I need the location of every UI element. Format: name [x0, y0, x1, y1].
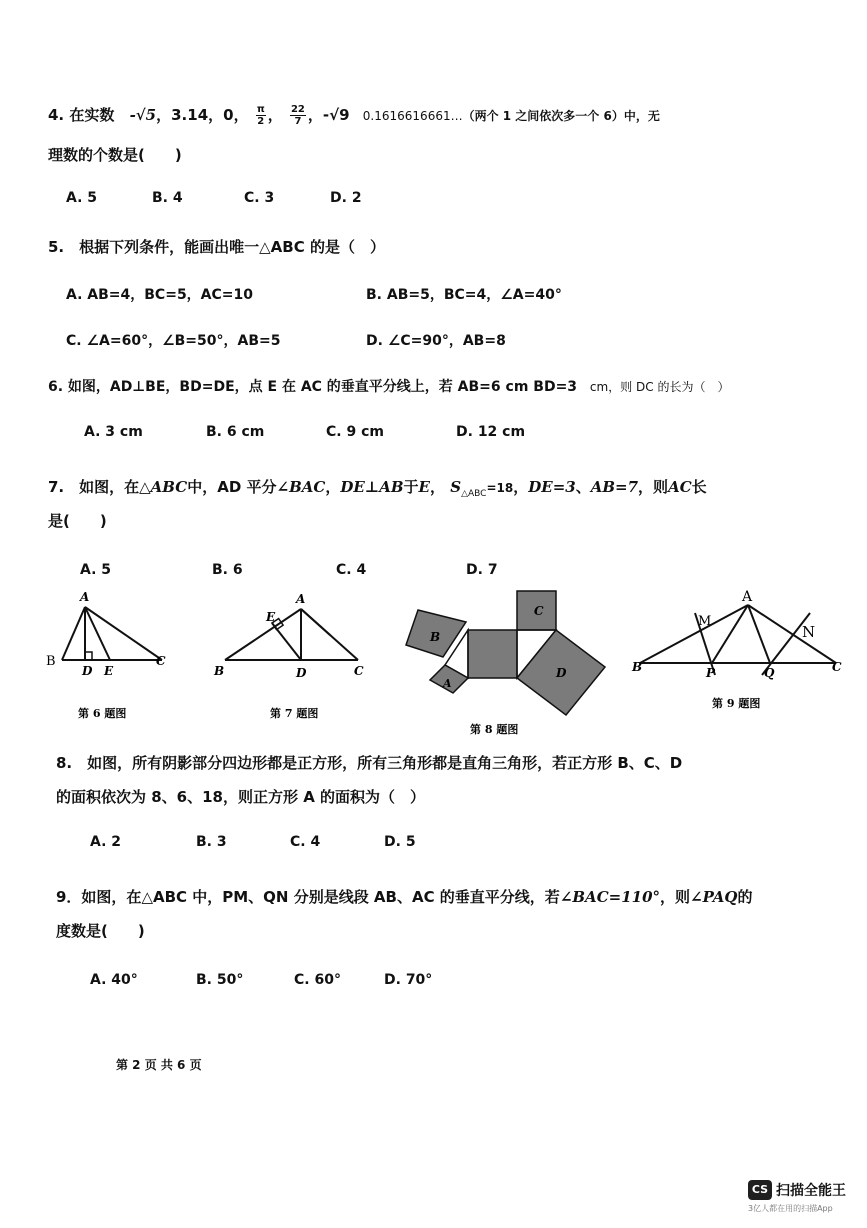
q7-text-6: ， [513, 478, 529, 496]
q7-text-7: 、 [575, 478, 591, 496]
q4-sqrt-neg: -√5 [129, 106, 157, 124]
q5-option-c: C. ∠A=60°，∠B=50°，AB=5 [66, 333, 281, 349]
fig6-label-c: C [156, 654, 166, 668]
q7-line2: 是( ) [48, 512, 107, 530]
fig7-label-c: C [354, 664, 364, 678]
fig9-label-m: M [698, 614, 712, 629]
fig9-label-a: A [742, 589, 753, 605]
q4-option-c: C. 3 [244, 190, 275, 206]
q8-option-a: A. 2 [90, 834, 122, 850]
q7-text-9: 长 [691, 478, 707, 496]
q7-de3: DE=3 [528, 478, 576, 496]
fig6-label-e: E [104, 664, 114, 678]
q9-text-1: 9．如图，在△ABC 中，PM、QN 分别是线段 AB、AC 的垂直平分线，若 [56, 888, 560, 906]
q4-prefix: 4. 在实数 [48, 106, 115, 124]
q6-option-a: A. 3 cm [84, 424, 143, 440]
q6-stem-a: 6. 如图，AD⊥BE，BD=DE，点 E 在 AC 的垂直平分线上，若 AB=6 cm BD=3 [48, 379, 578, 395]
q6-option-c: C. 9 cm [326, 424, 384, 440]
q7-line1 [48, 476, 707, 499]
q7-bac: ∠BAC [276, 478, 326, 496]
fig9-label-p: P [706, 666, 716, 680]
watermark-name: 扫描全能王 [776, 1183, 846, 1199]
q7-s-val: =18 [486, 481, 514, 495]
watermark-tagline: 3亿人都在用的扫描App [748, 1204, 833, 1213]
q7-text-5: ， [429, 478, 445, 496]
q9-option-c: C. 60° [294, 972, 341, 988]
figures-row [0, 585, 867, 745]
q5-option-a: A. AB=4，BC=5，AC=10 [66, 287, 254, 303]
q7-ab7: AB=7 [590, 478, 639, 496]
q7-text-4: 于 [403, 478, 419, 496]
q7-option-b: B. 6 [212, 562, 243, 578]
fig8-label-d: D [556, 666, 567, 680]
q9-option-d: D. 70° [384, 972, 433, 988]
fig8-label-b: B [430, 630, 441, 644]
q9-text-2: ，则 [660, 888, 691, 906]
q6-stem [48, 376, 729, 396]
q4-line1: 4. 在实数 -√5，3.14，0， $\frac{\pi}{2}$ ， $\frac{22}{7}$ ，-√9 0.1616616661…（两个 1 之间依次多一个 6）中，无 [48, 104, 660, 127]
q4-mid: ，3.14，0， [156, 106, 249, 124]
q7-option-a: A. 5 [80, 562, 112, 578]
q9-line2: 度数是( ) [56, 922, 145, 940]
q9-paq: ∠PAQ [690, 888, 738, 906]
q7-s-label: S [450, 478, 462, 496]
q6-option-b: B. 6 cm [206, 424, 265, 440]
q9-option-b: B. 50° [196, 972, 244, 988]
q9-bac: ∠BAC=110° [559, 888, 661, 906]
fig6-caption: 第 6 题图 [78, 707, 127, 720]
fig7-label-d: D [296, 666, 307, 680]
fig9-label-b: B [632, 660, 643, 674]
q4-pi-num: π [256, 104, 265, 115]
q6-stem-b: cm，则 DC 的长为（ ） [589, 380, 730, 394]
page-number: 第 2 页 共 6 页 [116, 1058, 202, 1072]
q4-decimal: 0.1616616661… [362, 109, 463, 123]
fig9-caption: 第 9 题图 [712, 697, 761, 710]
fig9-label-c: C [832, 660, 842, 674]
q9-line1 [56, 886, 753, 907]
q4-tail: （两个 1 之间依次多一个 6）中，无 [462, 109, 660, 123]
figure-8 [406, 591, 605, 715]
fig9-label-n: N [802, 623, 816, 641]
q5-stem: 5. 根据下列条件，能画出唯一△ABC 的是（ ） [48, 238, 385, 256]
q4-option-d: D. 2 [330, 190, 362, 206]
scanner-watermark [748, 1180, 846, 1214]
fig7-label-a: A [296, 592, 306, 606]
q8-option-b: B. 3 [196, 834, 227, 850]
q9-option-a: A. 40° [90, 972, 138, 988]
q8-option-c: C. 4 [290, 834, 321, 850]
q9-text-3: 的 [737, 888, 753, 906]
q4-line2: 理数的个数是( ) [48, 146, 182, 164]
fig8-label-c: C [534, 604, 544, 618]
fig7-label-e: E [266, 610, 276, 624]
q4-option-a: A. 5 [66, 190, 98, 206]
q5-option-d: D. ∠C=90°，AB=8 [366, 333, 506, 349]
q4-frac-num: 22 [290, 104, 305, 115]
fig6-label-d: D [82, 664, 93, 678]
q7-de-perp-ab: DE⊥AB [340, 478, 404, 496]
q4-pi-den: 2 [257, 116, 265, 127]
fig6-label-b: B [46, 654, 56, 669]
fig7-label-b: B [214, 664, 225, 678]
q8-option-d: D. 5 [384, 834, 416, 850]
camscanner-logo-icon: CS [748, 1180, 772, 1200]
q7-s-sub: △ABC [461, 489, 487, 499]
q4-22-7-fraction [290, 104, 306, 127]
figure-7 [225, 609, 358, 660]
fig8-label-a: A [443, 677, 452, 690]
q7-text-2: 中，AD 平分 [187, 478, 277, 496]
q7-e: E [418, 478, 430, 496]
q7-option-d: D. 7 [466, 562, 498, 578]
q7-ac: AC [668, 478, 692, 496]
q8-line2: 的面积依次为 8、6、18，则正方形 A 的面积为（ ） [56, 788, 426, 806]
q7-abc: ABC [150, 478, 188, 496]
fig7-caption: 第 7 题图 [270, 707, 319, 720]
figure-6 [62, 607, 162, 660]
fig6-label-a: A [80, 590, 90, 604]
q7-option-c: C. 4 [336, 562, 367, 578]
q4-pi-fraction [256, 104, 266, 127]
q5-option-b: B. AB=5，BC=4，∠A=40° [366, 287, 562, 303]
q4-sqrt9: ，-√9 [307, 106, 350, 124]
q7-text-3: ， [325, 478, 341, 496]
fig8-caption: 第 8 题图 [470, 723, 519, 736]
q6-option-d: D. 12 cm [456, 424, 526, 440]
fig9-label-q: Q [764, 666, 775, 680]
q8-line1: 8. 如图，所有阴影部分四边形都是正方形，所有三角形都是直角三角形，若正方形 B、C、D [56, 754, 683, 772]
q7-text-1: 7. 如图，在△ [48, 478, 151, 496]
q4-frac-den: 7 [294, 116, 302, 127]
q7-text-8: ，则 [638, 478, 669, 496]
q4-option-b: B. 4 [152, 190, 183, 206]
